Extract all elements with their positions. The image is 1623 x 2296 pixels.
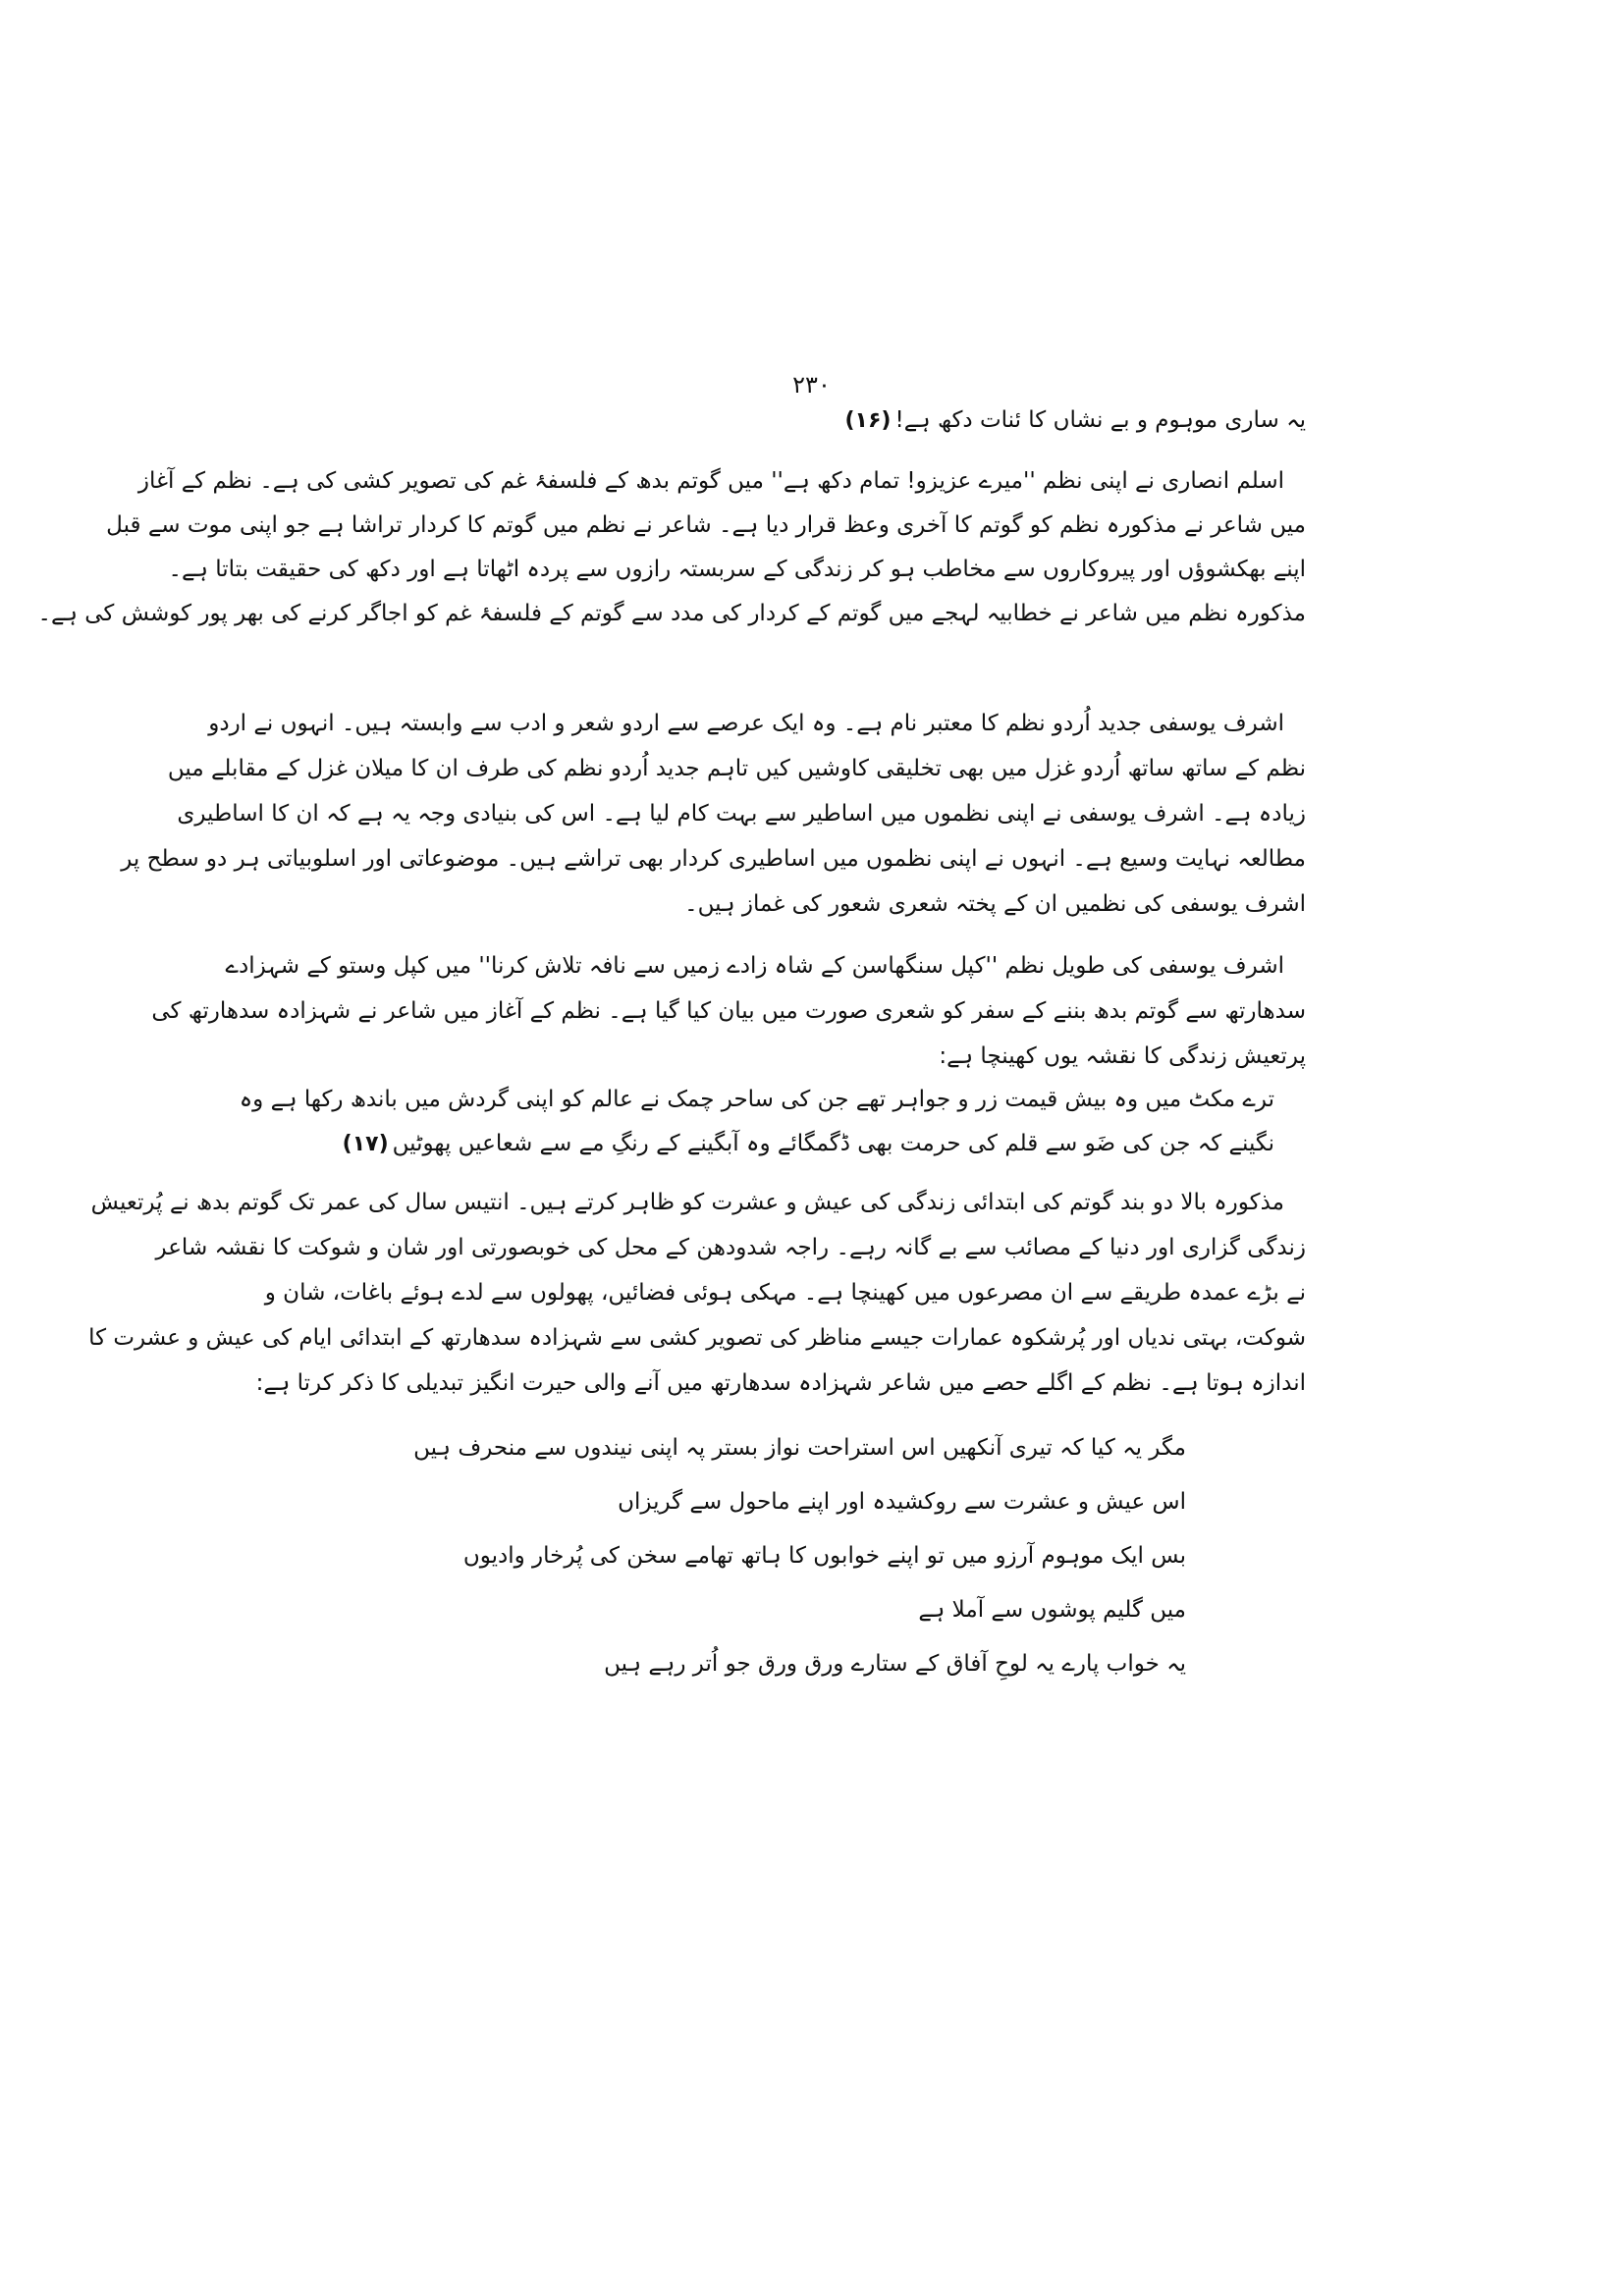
paragraph-line: نے بڑے عمدہ طریقے سے ان مصرعوں میں کھینچا ہے۔ مہکی ہوئی فضائیں، پھولوں سے لدے ہوئے باغات، شان و: [264, 1280, 1306, 1306]
paragraph-line: اندازہ ہوتا ہے۔ نظم کے اگلے حصے میں شاعر شہزادہ سدھارتھ میں آنے والی حیرت انگیز تبدیلی کا ذکر کرتا ہے:: [255, 1370, 1306, 1396]
quote-1-line-1: ترے مکٹ میں وہ بیش قیمت زر و جواہر تھے جن کی ساحر چمک نے عالم کو اپنی گردش میں باندھ رکھا ہے وہ: [239, 1087, 1274, 1112]
paragraph-line: نظم کے ساتھ ساتھ اُردو غزل میں بھی تخلیقی کاوشیں کیں تاہم جدید اُردو نظم کی طرف ان کا میلان غزل کے مقابلے میں: [167, 756, 1306, 781]
paragraph-line: سدھارتھ سے گوتم بدھ بننے کے سفر کو شعری صورت میں بیان کیا گیا ہے۔ نظم کے آغاز میں شاعر نے شہزادہ سدھارتھ کی: [151, 998, 1306, 1024]
paragraph-line: مذکورہ بالا دو بند گوتم کی ابتدائی زندگی کی عیش و عشرت کو ظاہر کرتے ہیں۔ انتیس سال کی عمر تک گوتم بدھ نے پُرتعیش: [90, 1190, 1284, 1215]
paragraph-line: زیادہ ہے۔ اشرف یوسفی نے اپنی نظموں میں اساطیر سے بہت کام لیا ہے۔ اس کی بنیادی وجہ یہ ہے کہ ان کا اساطیری: [177, 801, 1306, 827]
paragraph-1: [37, 461, 1306, 658]
paragraph-line: شوکت، بہتی ندیاں اور پُرشکوہ عمارات جیسے مناظر کی تصویر کشی سے شہزادہ سدھارتھ کے ابتدائی ایام کی عیش و عشرت کا: [88, 1325, 1306, 1351]
paragraph-line: مذکورہ نظم میں شاعر نے خطابیہ لہجے میں گوتم کے کردار کی مدد سے گوتم کے فلسفۂ غم کو اجاگر کرنے کی بھر پور کوشش کی ہے۔: [37, 601, 1306, 626]
paragraph-4: [88, 1183, 1306, 1418]
page-number: ۲۳۰: [792, 371, 831, 399]
quote-2-line: میں گلیم پوشوں سے آملا ہے: [918, 1597, 1186, 1623]
paragraph-line: اشرف یوسفی کی طویل نظم ''کپل سنگھاسن کے شاہ زادے زمیں سے نافہ تلاش کرنا'' میں کپل وستو کے شہزادے: [225, 953, 1284, 979]
paragraph-line: پرتعیش زندگی کا نقشہ یوں کھینچا ہے:: [939, 1043, 1306, 1069]
quote-2-line: اس عیش و عشرت سے روکشیدہ اور اپنے ماحول سے گریزاں: [618, 1489, 1186, 1515]
paragraph-line: اپنے بھکشوؤں اور پیروکاروں سے مخاطب ہو کر زندگی کے سربستہ رازوں سے پردہ اٹھاتا ہے اور دکھ کی حقیقت بتاتا ہے۔: [168, 557, 1306, 582]
paragraph-line: اشرف یوسفی جدید اُردو نظم کا معتبر نام ہے۔ وہ ایک عرصے سے اردو شعر و ادب سے وابستہ ہیں۔ انہوں نے اردو: [208, 711, 1284, 736]
opening-verse: [840, 400, 1306, 440]
paragraph-line: اشرف یوسفی کی نظمیں ان کے پختہ شعری شعور کی غماز ہیں۔: [684, 891, 1306, 917]
paragraph-3: [151, 946, 1306, 1094]
quote-1-line-2-text: نگینے کہ جن کی ضَو سے قلم کی حرمت بھی ڈگمگائے وہ آبگینے کے رنگِ مے سے شعاعیں پھوٹیں: [392, 1131, 1274, 1156]
opening-verse-text: یہ ساری موہوم و بے نشاں کا ئنات دکھ ہے!: [894, 407, 1306, 433]
paragraph-line: مطالعہ نہایت وسیع ہے۔ انہوں نے اپنی نظموں میں اساطیری کردار بھی تراشے ہیں۔ موضوعاتی اور اسلوبیاتی ہر دو سطح پر: [121, 846, 1306, 872]
quote-2-line: مگر یہ کیا کہ تیری آنکھیں اس استراحت نواز بستر پہ اپنی نیندوں سے منحرف ہیں: [413, 1435, 1186, 1461]
quote-2-line: یہ خواب پارے یہ لوحِ آفاق کے ستارے ورق ورق جو اُتر رہے ہیں: [604, 1651, 1186, 1677]
quote-2-line: بس ایک موہوم آرزو میں تو اپنے خوابوں کا ہاتھ تھامے سخن کی پُرخار وادیوں: [462, 1543, 1186, 1569]
quote-1-line-2: [339, 1124, 1274, 1163]
paragraph-line: میں شاعر نے مذکورہ نظم کو گوتم کا آخری وعظ قرار دیا ہے۔ شاعر نے نظم میں گوتم کا کردار تراشا ہے جو اپنی موت سے قبل: [106, 512, 1306, 538]
footnote-ref-17: (۱۷): [342, 1132, 389, 1156]
paragraph-2: [121, 704, 1306, 939]
footnote-ref-16: (۱۶): [844, 408, 892, 433]
paragraph-line: اسلم انصاری نے اپنی نظم ''میرے عزیزو! تمام دکھ ہے'' میں گوتم بدھ کے فلسفۂ غم کی تصویر کشی کی ہے۔ نظم کے آغاز: [137, 468, 1284, 494]
paragraph-line: زندگی گزاری اور دنیا کے مصائب سے بے گانہ رہے۔ راجہ شدودھن کے محل کی خوبصورتی اور شان و شوکت کا نقشہ شاعر: [155, 1235, 1306, 1260]
